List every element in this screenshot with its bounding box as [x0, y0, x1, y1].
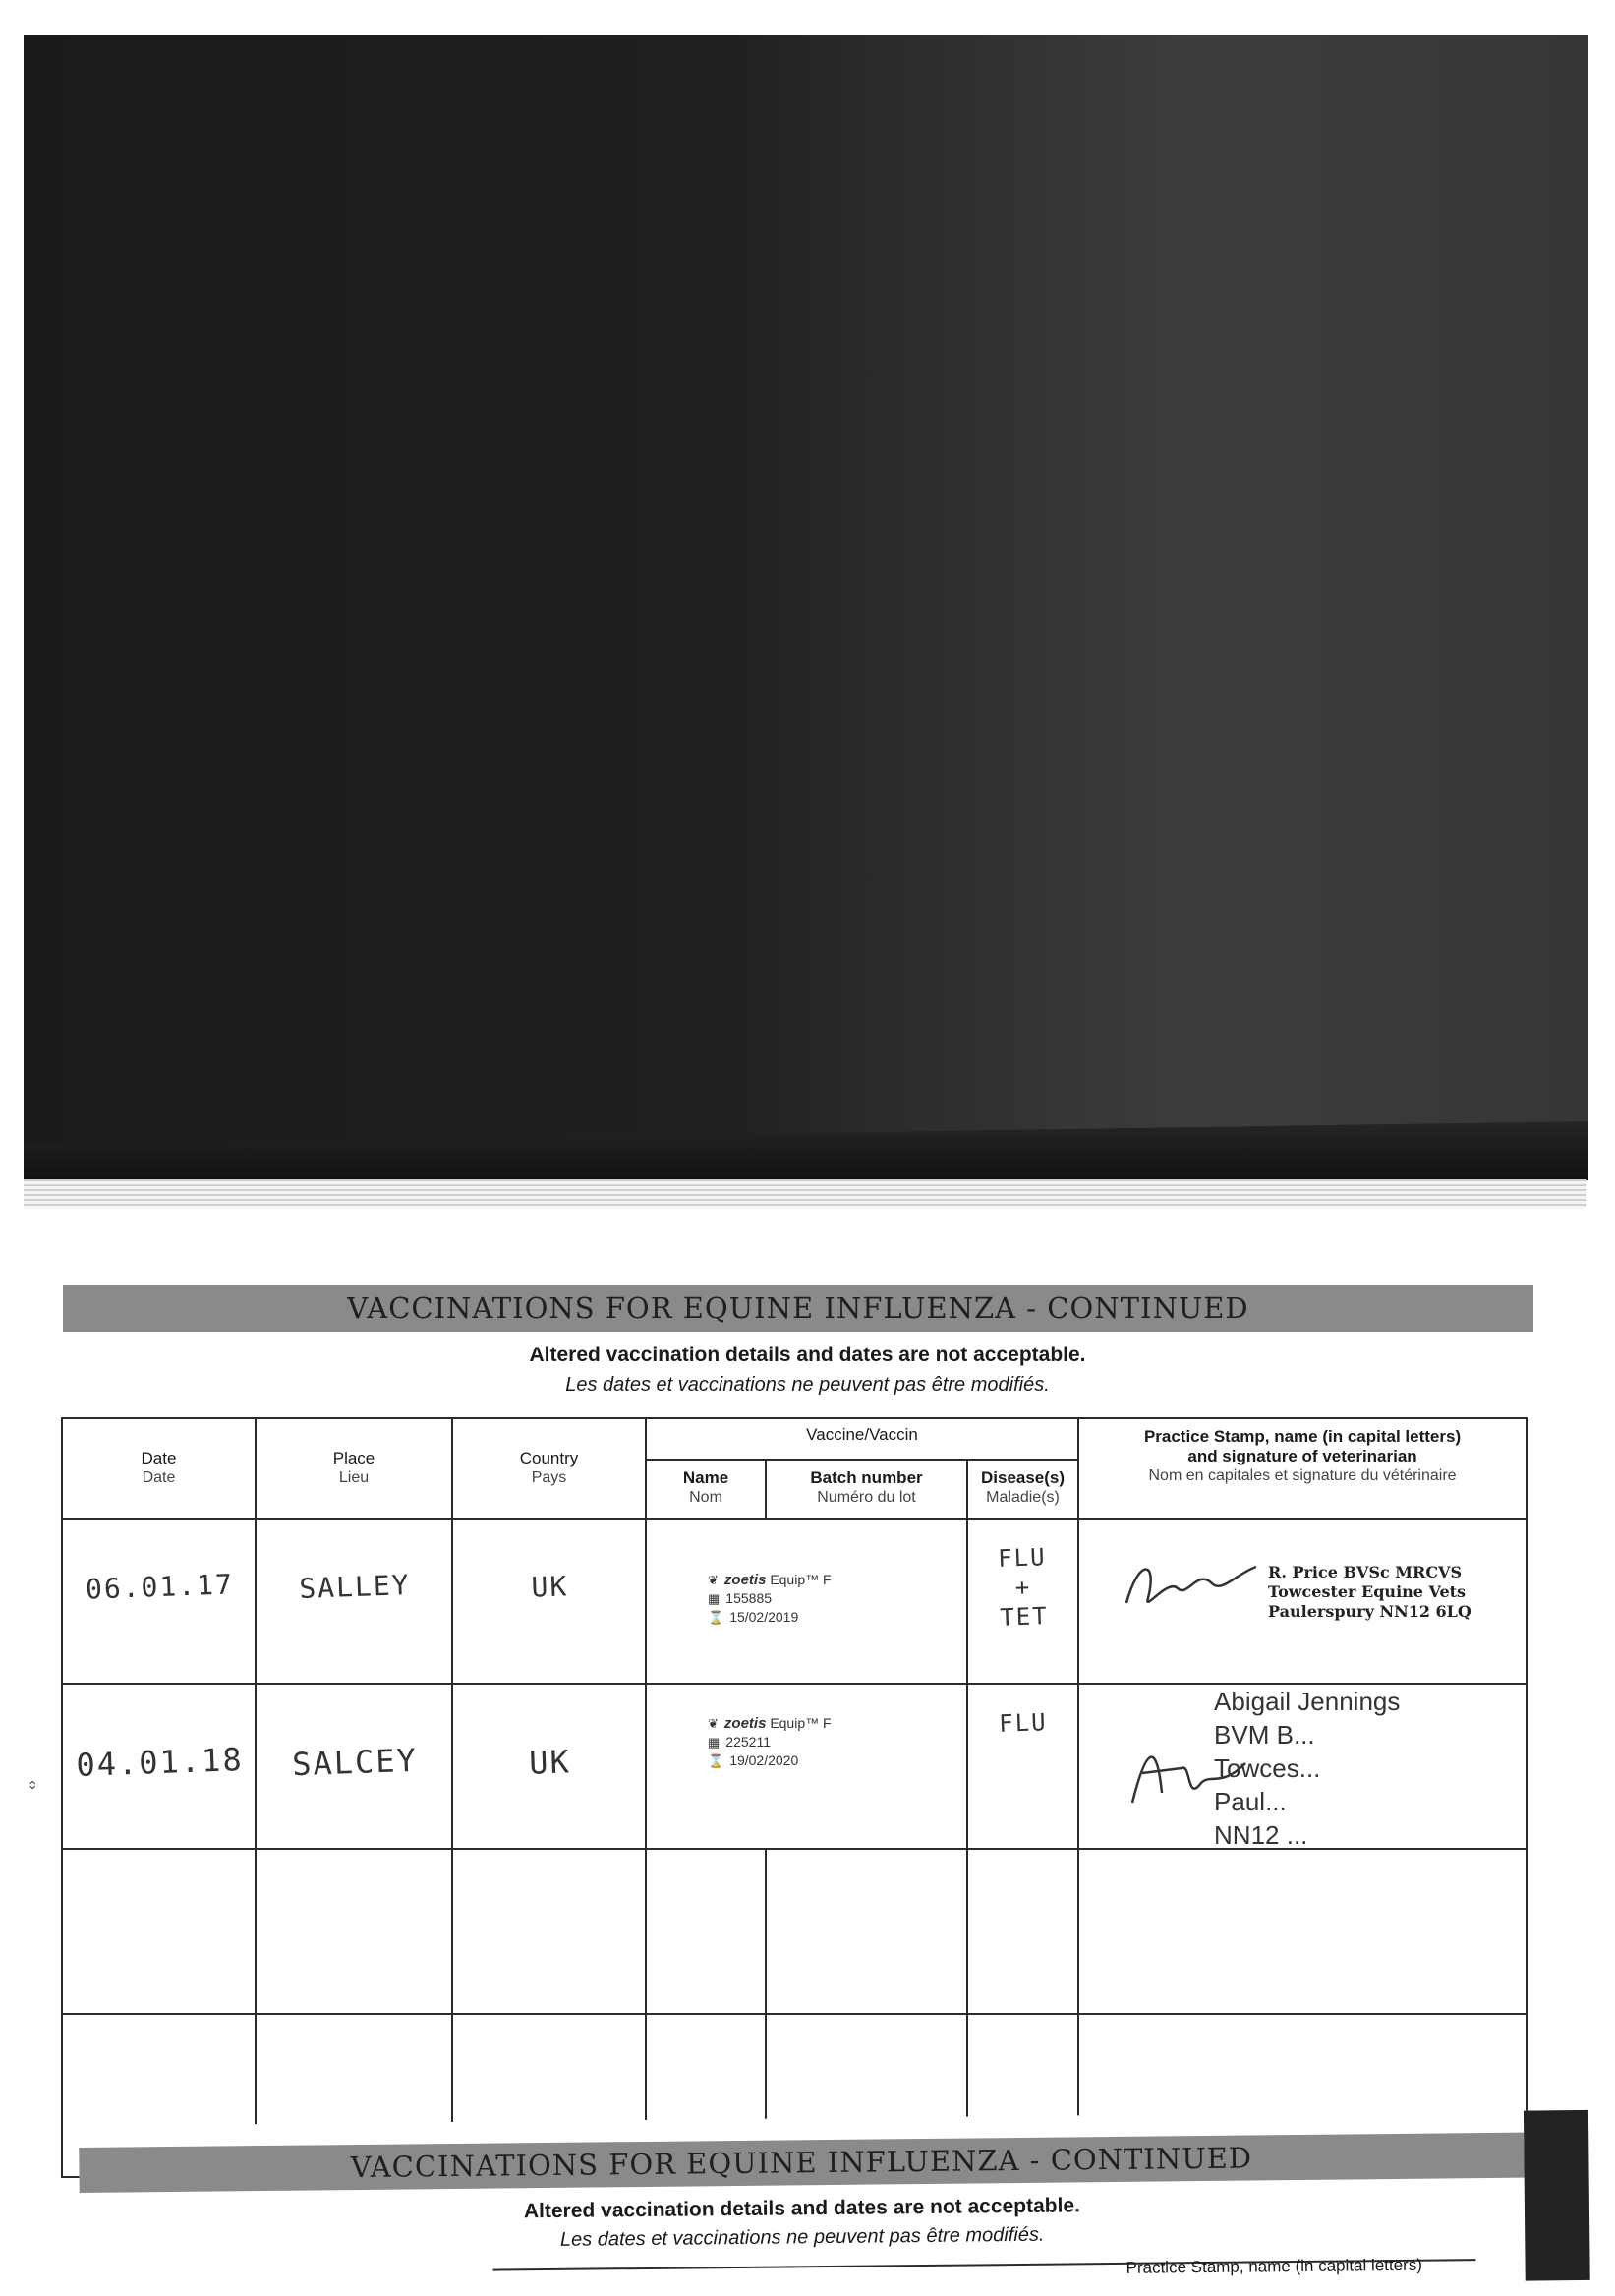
row1-country: UK [530, 1570, 569, 1604]
header-date: Date Date [62, 1418, 256, 1519]
notice-french: Les dates et vaccinations ne peuvent pas être modifiés. [565, 1374, 1050, 1396]
table-row [62, 1519, 1527, 1684]
header-practice-stamp: Practice Stamp, name (in capital letters) and signature of veterinarian Nom en capitales et signature du vétérinaire [1078, 1418, 1527, 1519]
row1-batch: 155885 [725, 1590, 773, 1606]
header-disease: Disease(s) Maladie(s) [967, 1460, 1078, 1519]
expiry-icon: ⌛ [708, 1753, 724, 1768]
row2-disease: FLU [998, 1708, 1049, 1738]
margin-mark: ‹› [26, 1780, 42, 1790]
row2-place: SALCEY [291, 1741, 419, 1784]
row2-date: 04.01.18 [75, 1741, 245, 1784]
section-banner [63, 1285, 1533, 1332]
expiry-icon: ⌛ [708, 1610, 724, 1625]
header-batch: Batch number Numéro du lot [766, 1460, 967, 1519]
batch-icon: ▦ [708, 1735, 721, 1750]
banner-title: VACCINATIONS FOR EQUINE INFLUENZA - CONTINUED [347, 1292, 1249, 1325]
dark-cover-page [24, 35, 1588, 1180]
row2-batch: 225211 [725, 1734, 771, 1750]
row1-expiry: 15/02/2019 [729, 1609, 799, 1625]
row2-expiry: 19/02/2020 [729, 1752, 799, 1768]
row1-date: 06.01.17 [85, 1568, 235, 1606]
header-country: Country Pays [452, 1418, 646, 1519]
next-page-overlap [79, 2110, 1590, 2296]
header-name: Name Nom [646, 1460, 766, 1519]
next-page-banner: VACCINATIONS FOR EQUINE INFLUENZA - CONTINUED [79, 2133, 1524, 2193]
vaccination-table [61, 1417, 1528, 2178]
row1-place: SALLEY [298, 1569, 412, 1605]
row1-practice-stamp: R. Price BVSc MRCVS Towcester Equine Vets Paulerspury NN12 6LQ [1268, 1563, 1471, 1621]
table-row [62, 1684, 1527, 1849]
row1-vaccine-sticker: ❦ zoetis Equip™ F ▦ 155885 ⌛ 15/02/2019 [708, 1572, 832, 1625]
row1-disease: FLU + TET [997, 1543, 1050, 1632]
row1-signature [1119, 1549, 1266, 1618]
batch-icon: ▦ [708, 1591, 721, 1606]
page-edges [24, 1179, 1586, 1209]
row2-country: UK [528, 1743, 572, 1782]
next-page-notice-french: Les dates et vaccinations ne peuvent pas être modifiés. [559, 2223, 1045, 2251]
row2-practice-stamp: Abigail Jennings BVM B... Towces... Paul... NN12 ... [1214, 1687, 1401, 1850]
zoetis-logo-icon: ❦ [708, 1573, 719, 1587]
next-page-dark-corner [1524, 2110, 1590, 2281]
next-page-stamp-header: Practice Stamp, name (in capital letters) [1125, 2255, 1423, 2277]
notice-english: Altered vaccination details and dates are not acceptable. [529, 1344, 1086, 1366]
header-vaccine: Vaccine/Vaccin [646, 1418, 1078, 1460]
table-row [62, 1849, 1527, 2014]
next-page-notice-english: Altered vaccination details and dates are not acceptable. [523, 2194, 1081, 2223]
header-place: Place Lieu [256, 1418, 452, 1519]
row2-vaccine-sticker: ❦ zoetis Equip™ F ▦ 225211 ⌛ 19/02/2020 [708, 1715, 832, 1768]
zoetis-logo-icon: ❦ [708, 1716, 719, 1731]
